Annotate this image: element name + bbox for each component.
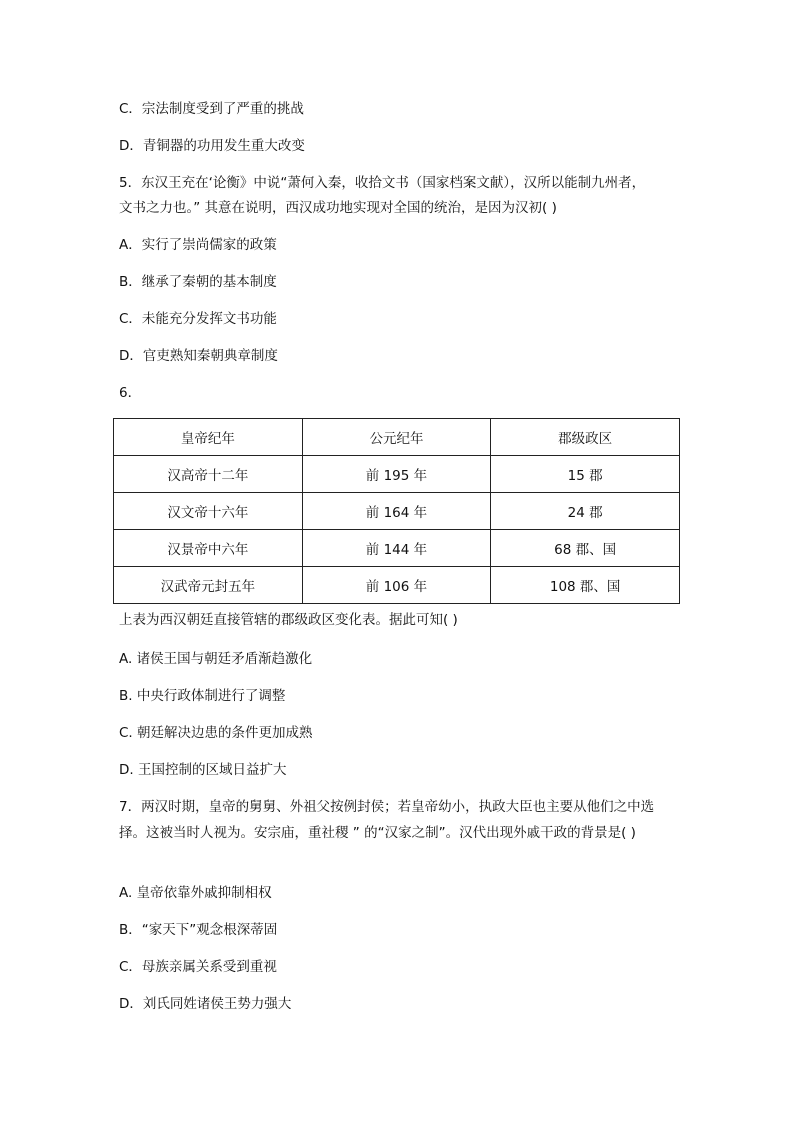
q5-option-b: B．继承了秦朝的基本制度 — [119, 274, 277, 290]
q5-option-c: C．未能充分发挥文书功能 — [119, 311, 277, 327]
table-row — [114, 493, 680, 530]
q7-option-a: A. 皇帝依靠外戚抑制相权 — [119, 885, 272, 901]
q6-option-a: A. 诸侯王国与朝廷矛盾渐趋激化 — [119, 651, 313, 667]
table-row — [114, 530, 680, 567]
table-cell: 汉武帝元封五年 — [114, 567, 303, 604]
table-row — [114, 567, 680, 604]
q4-option-d: D．青铜器的功用发生重大改变 — [119, 138, 305, 154]
q7-stem: 7．两汉时期，皇帝的舅舅、外祖父按例封侯；若皇帝幼小，执政大臣也主要从他们之中选择。这被当时人视为。安宗庙，重社稷 ” 的“汉家之制”。汉代出现外戚干政的背景是( ) — [119, 799, 655, 841]
q7-option-b: B．“家天下”观念根深蒂固 — [119, 922, 278, 938]
table-header-cell: 皇帝纪年 — [114, 419, 303, 456]
q6-option-d: D. 王国控制的区域日益扩大 — [119, 762, 287, 778]
q7-option-c: C．母族亲属关系受到重视 — [119, 959, 277, 975]
q6-stem: 上表为西汉朝廷直接管辖的郡级政区变化表。据此可知( ) — [119, 612, 458, 628]
table-header-cell: 公元纪年 — [302, 419, 491, 456]
table-header-row — [114, 419, 680, 456]
table-cell: 汉文帝十六年 — [114, 493, 303, 530]
table-cell: 68 郡、国 — [491, 530, 680, 567]
q5-option-a: A．实行了崇尚儒家的政策 — [119, 237, 277, 253]
q6-data-table — [113, 418, 680, 604]
table-cell: 24 郡 — [491, 493, 680, 530]
q5-option-d: D．官吏熟知秦朝典章制度 — [119, 348, 278, 364]
table-row — [114, 456, 680, 493]
table-cell: 汉景帝中六年 — [114, 530, 303, 567]
q5-stem-line2: 文书之力也。” 其意在说明，西汉成功地实现对全国的统治，是因为汉初( ) — [119, 200, 557, 216]
table-header-cell: 郡级政区 — [491, 419, 680, 456]
table-cell: 前 106 年 — [302, 567, 491, 604]
table-cell: 汉高帝十二年 — [114, 456, 303, 493]
table-cell: 15 郡 — [491, 456, 680, 493]
q5-stem-line1: 5．东汉王充在‘论衡》中说“萧何入秦，收拾文书（国家档案文献），汉所以能制九州者， — [119, 175, 646, 191]
table-cell: 前 164 年 — [302, 493, 491, 530]
q6-option-c: C. 朝廷解决边患的条件更加成熟 — [119, 725, 313, 741]
q4-option-c: C．宗法制度受到了严重的挑战 — [119, 101, 304, 117]
q6-option-b: B. 中央行政体制进行了调整 — [119, 688, 286, 704]
q7-option-d: D．刘氏同姓诸侯王势力强大 — [119, 996, 292, 1012]
table-cell: 108 郡、国 — [491, 567, 680, 604]
q6-number: 6． — [119, 385, 142, 401]
table-cell: 前 144 年 — [302, 530, 491, 567]
table-cell: 前 195 年 — [302, 456, 491, 493]
